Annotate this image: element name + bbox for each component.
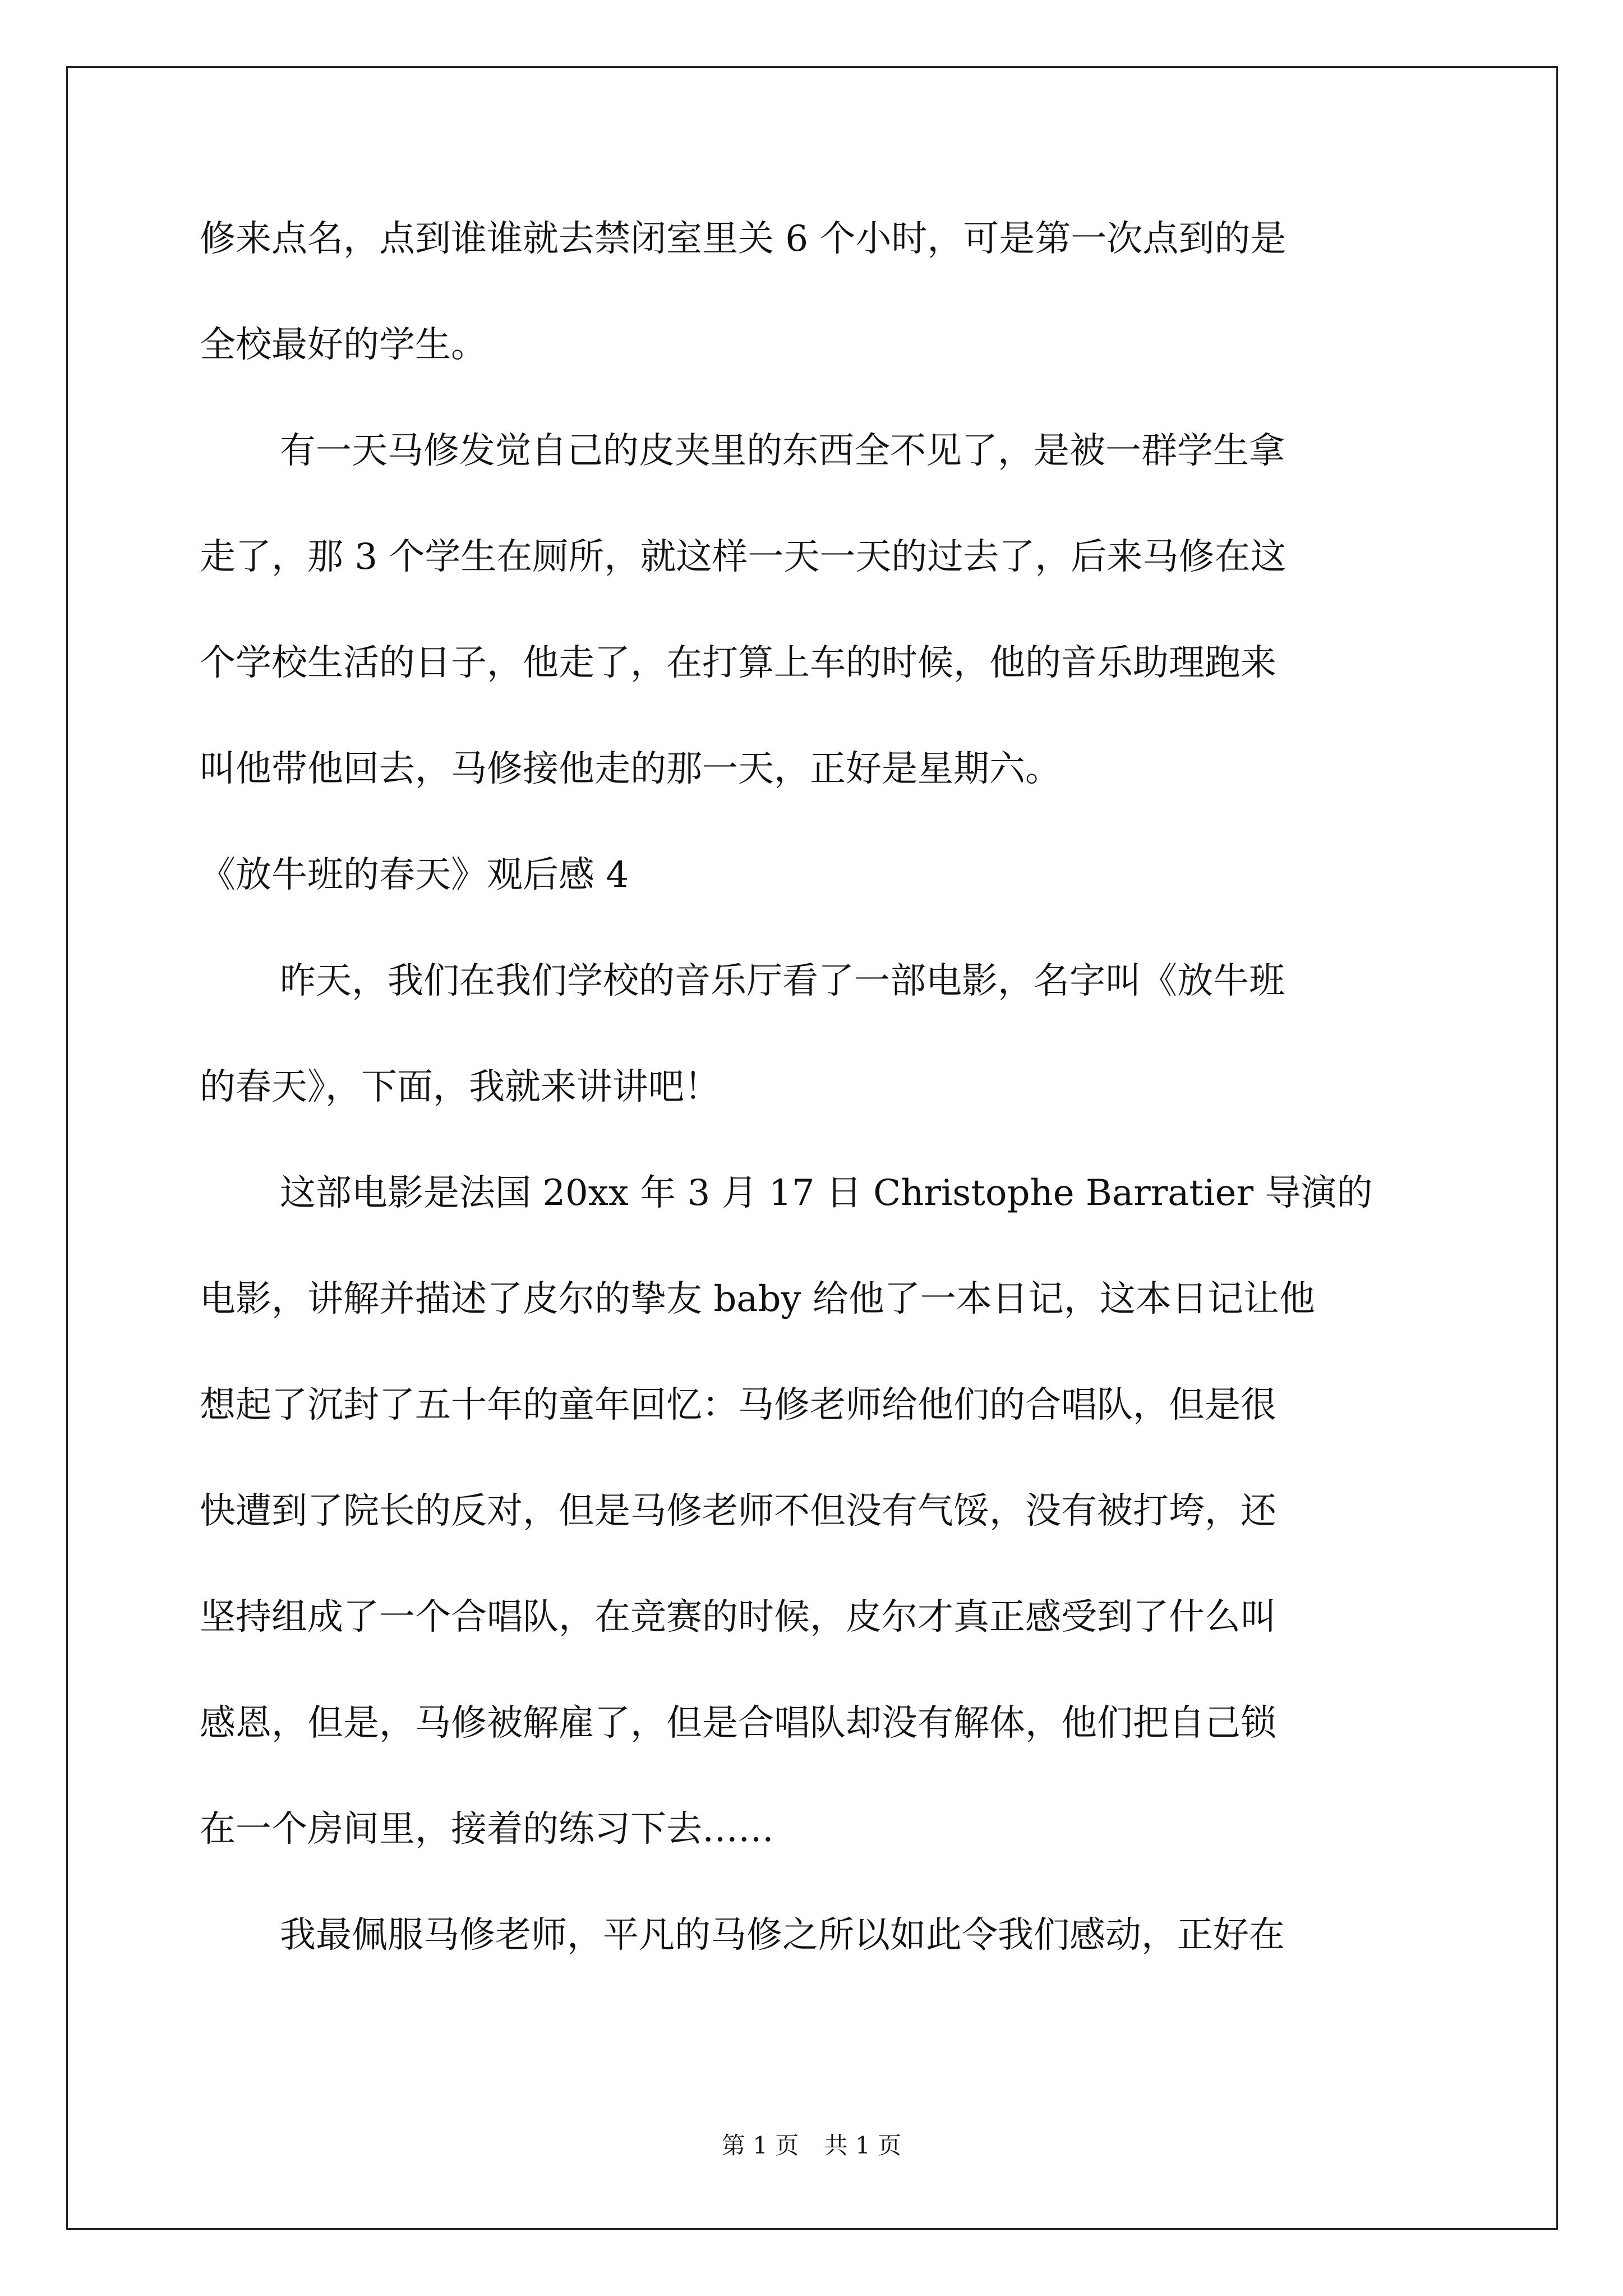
page-number: 第 1 页 xyxy=(721,2132,799,2159)
text-line: 快遭到了院长的反对，但是马修老师不但没有气馁，没有被打垮，还 xyxy=(200,1490,1276,1532)
text-line: 昨天，我们在我们学校的音乐厅看了一部电影，名字叫《放牛班 xyxy=(280,960,1285,1002)
text-line: 修来点名，点到谁谁就去禁闭室里关 6 个小时，可是第一次点到的是 xyxy=(200,218,1287,260)
text-line: 我最佩服马修老师，平凡的马修之所以如此令我们感动，正好在 xyxy=(280,1915,1285,1956)
text-line: 坚持组成了一个合唱队，在竞赛的时候，皮尔才真正感受到了什么叫 xyxy=(200,1596,1276,1638)
text-line: 想起了沉封了五十年的童年回忆：马修老师给他们的合唱队，但是很 xyxy=(200,1384,1276,1426)
document-body xyxy=(200,212,1428,1962)
text-line: 电影，讲解并描述了皮尔的挚友 baby 给他了一本日记，这本日记让他 xyxy=(200,1278,1315,1320)
text-line: 感恩，但是，马修被解雇了，但是合唱队却没有解体，他们把自己锁 xyxy=(200,1703,1276,1744)
text-line: 走了，那 3 个学生在厕所，就这样一天一天的过去了，后来马修在这 xyxy=(200,536,1287,578)
text-line: 全校最好的学生。 xyxy=(200,324,487,366)
page-total: 共 1 页 xyxy=(824,2132,902,2159)
text-line: 这部电影是法国 20xx 年 3 月 17 日 Christophe Barratier 导演的 xyxy=(280,1172,1373,1214)
page-footer xyxy=(0,2132,1623,2160)
section-heading: 《放牛班的春天》观后感 4 xyxy=(200,854,629,896)
text-line: 叫他带他回去，马修接他走的那一天，正好是星期六。 xyxy=(200,748,1061,790)
text-line: 个学校生活的日子，他走了，在打算上车的时候，他的音乐助理跑来 xyxy=(200,642,1276,684)
text-line: 有一天马修发觉自己的皮夹里的东西全不见了，是被一群学生拿 xyxy=(280,430,1285,472)
text-line: 在一个房间里，接着的练习下去…… xyxy=(200,1809,774,1850)
text-line: 的春天》，下面，我就来讲讲吧！ xyxy=(200,1066,720,1108)
